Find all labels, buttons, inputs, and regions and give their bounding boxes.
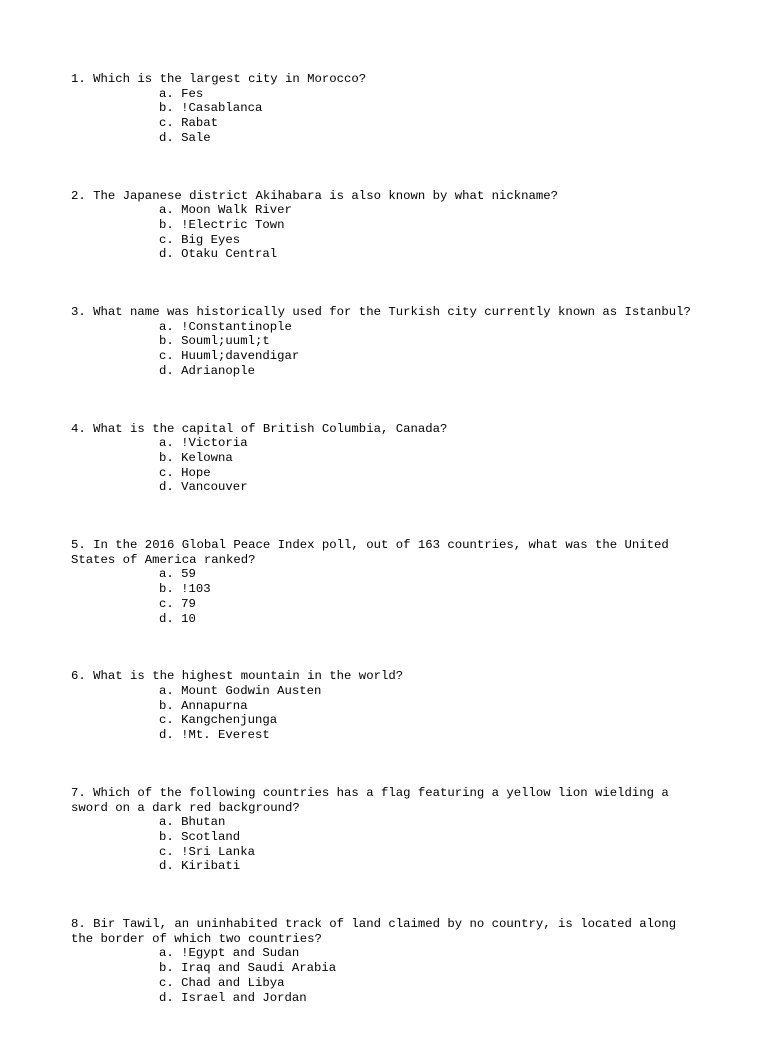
- option-letter: c.: [159, 713, 174, 728]
- option-letter: c.: [159, 596, 174, 611]
- option-text: Rabat: [181, 116, 219, 131]
- option-letter: b.: [159, 217, 174, 232]
- option-letter: b.: [159, 450, 174, 465]
- question-prompt: Which of the following countries has a flag featuring a yellow lion wielding a sword on a dark red background?: [71, 785, 677, 815]
- option-text: Kangchenjunga: [181, 713, 278, 728]
- question-number: 2.: [71, 188, 86, 203]
- answer-options: [71, 87, 701, 146]
- answer-option: [159, 946, 701, 961]
- answer-option: [159, 247, 701, 262]
- answer-option: [159, 101, 701, 116]
- answer-option: [159, 131, 701, 146]
- option-text: !Constantinople: [181, 319, 292, 334]
- option-letter: b.: [159, 101, 174, 116]
- answer-options: [71, 203, 701, 262]
- option-letter: a.: [159, 86, 174, 101]
- option-text: Kiribati: [181, 859, 241, 874]
- option-letter: c.: [159, 975, 174, 990]
- answer-options: [71, 815, 701, 874]
- question-text: [71, 917, 701, 946]
- question-text: [71, 422, 701, 437]
- option-text: Adrianople: [181, 363, 255, 378]
- question-text: [71, 786, 701, 815]
- answer-option: [159, 466, 701, 481]
- question-prompt: The Japanese district Akihabara is also known by what nickname?: [93, 188, 559, 203]
- option-letter: a.: [159, 946, 174, 961]
- option-letter: a.: [159, 567, 174, 582]
- option-text: Israel and Jordan: [181, 990, 307, 1005]
- answer-option: [159, 334, 701, 349]
- option-text: Big Eyes: [181, 232, 241, 247]
- question-6: [71, 669, 701, 743]
- answer-option: [159, 116, 701, 131]
- answer-option: [159, 991, 701, 1006]
- option-text: !Victoria: [181, 436, 248, 451]
- answer-option: [159, 699, 701, 714]
- answer-option: [159, 203, 701, 218]
- answer-option: [159, 612, 701, 627]
- question-number: 6.: [71, 669, 86, 684]
- question-number: 4.: [71, 421, 86, 436]
- answer-option: [159, 436, 701, 451]
- option-text: !Casablanca: [181, 101, 263, 116]
- option-letter: a.: [159, 436, 174, 451]
- answer-option: [159, 87, 701, 102]
- question-prompt: In the 2016 Global Peace Index poll, out of 163 countries, what was the United States of America ranked?: [71, 538, 677, 567]
- option-text: Otaku Central: [181, 247, 278, 262]
- option-letter: d.: [159, 130, 174, 145]
- option-letter: c.: [159, 232, 174, 247]
- option-letter: d.: [159, 990, 174, 1005]
- option-letter: d.: [159, 480, 174, 495]
- question-text: [71, 189, 701, 204]
- question-number: 8.: [71, 917, 86, 932]
- option-text: !Electric Town: [181, 217, 285, 232]
- answer-option: [159, 480, 701, 495]
- answer-option: [159, 859, 701, 874]
- option-letter: a.: [159, 815, 174, 830]
- option-letter: a.: [159, 203, 174, 218]
- question-prompt: What is the highest mountain in the world?: [93, 669, 404, 684]
- option-text: 79: [181, 596, 196, 611]
- answer-option: [159, 684, 701, 699]
- option-text: Chad and Libya: [181, 975, 285, 990]
- question-2: [71, 189, 701, 263]
- option-text: Bhutan: [181, 815, 226, 830]
- option-letter: d.: [159, 363, 174, 378]
- answer-options: [71, 320, 701, 379]
- option-letter: c.: [159, 844, 174, 859]
- question-number: 5.: [71, 538, 86, 553]
- question-7: [71, 786, 701, 874]
- option-text: Souml;uuml;t: [181, 334, 270, 349]
- question-prompt: Bir Tawil, an uninhabited track of land claimed by no country, is located along the border of which two countries?: [71, 917, 684, 946]
- answer-options: [71, 436, 701, 495]
- answer-option: [159, 233, 701, 248]
- option-letter: b.: [159, 961, 174, 976]
- option-text: Iraq and Saudi Arabia: [181, 961, 337, 976]
- answer-options: [71, 684, 701, 743]
- option-letter: a.: [159, 683, 174, 698]
- answer-option: [159, 349, 701, 364]
- option-text: !103: [181, 582, 211, 597]
- option-text: Vancouver: [181, 480, 248, 495]
- question-text: [71, 669, 701, 684]
- option-text: !Mt. Everest: [181, 728, 270, 743]
- question-text: [71, 305, 701, 320]
- question-3: [71, 305, 701, 379]
- option-text: !Egypt and Sudan: [181, 946, 300, 961]
- option-text: Scotland: [181, 829, 241, 844]
- question-number: 7.: [71, 785, 86, 800]
- option-letter: d.: [159, 859, 174, 874]
- answer-options: [71, 567, 701, 626]
- answer-option: [159, 364, 701, 379]
- answer-option: [159, 728, 701, 743]
- option-letter: b.: [159, 334, 174, 349]
- option-letter: d.: [159, 247, 174, 262]
- option-text: Huuml;davendigar: [181, 349, 300, 364]
- answer-option: [159, 567, 701, 582]
- option-letter: a.: [159, 319, 174, 334]
- option-text: Kelowna: [181, 450, 233, 465]
- question-1: [71, 72, 701, 146]
- option-letter: d.: [159, 728, 174, 743]
- answer-option: [159, 218, 701, 233]
- question-prompt: What is the capital of British Columbia, Canada?: [93, 421, 448, 436]
- option-text: 59: [181, 567, 196, 582]
- option-letter: b.: [159, 829, 174, 844]
- answer-option: [159, 451, 701, 466]
- option-text: Fes: [181, 86, 204, 101]
- question-prompt: Which is the largest city in Morocco?: [93, 72, 367, 86]
- answer-option: [159, 976, 701, 991]
- option-text: 10: [181, 611, 196, 626]
- question-5: [71, 538, 701, 626]
- question-number: 3.: [71, 305, 86, 320]
- answer-option: [159, 815, 701, 830]
- quiz-document: [71, 72, 701, 1048]
- answer-option: [159, 713, 701, 728]
- option-text: !Sri Lanka: [181, 844, 255, 859]
- option-text: Annapurna: [181, 698, 248, 713]
- option-text: Moon Walk River: [181, 203, 292, 218]
- option-letter: c.: [159, 349, 174, 364]
- option-text: Mount Godwin Austen: [181, 683, 322, 698]
- answer-option: [159, 961, 701, 976]
- option-letter: b.: [159, 582, 174, 597]
- option-text: Hope: [181, 465, 211, 480]
- question-4: [71, 422, 701, 496]
- option-letter: c.: [159, 465, 174, 480]
- question-number: 1.: [71, 72, 86, 86]
- answer-option: [159, 320, 701, 335]
- answer-option: [159, 582, 701, 597]
- answer-option: [159, 830, 701, 845]
- option-letter: d.: [159, 611, 174, 626]
- answer-options: [71, 946, 701, 1005]
- question-prompt: What name was historically used for the Turkish city currently known as Istanbul?: [93, 305, 691, 320]
- option-text: Sale: [181, 130, 211, 145]
- question-text: [71, 72, 701, 87]
- answer-option: [159, 597, 701, 612]
- question-8: [71, 917, 701, 1005]
- option-letter: b.: [159, 698, 174, 713]
- answer-option: [159, 845, 701, 860]
- question-text: [71, 538, 701, 567]
- option-letter: c.: [159, 116, 174, 131]
